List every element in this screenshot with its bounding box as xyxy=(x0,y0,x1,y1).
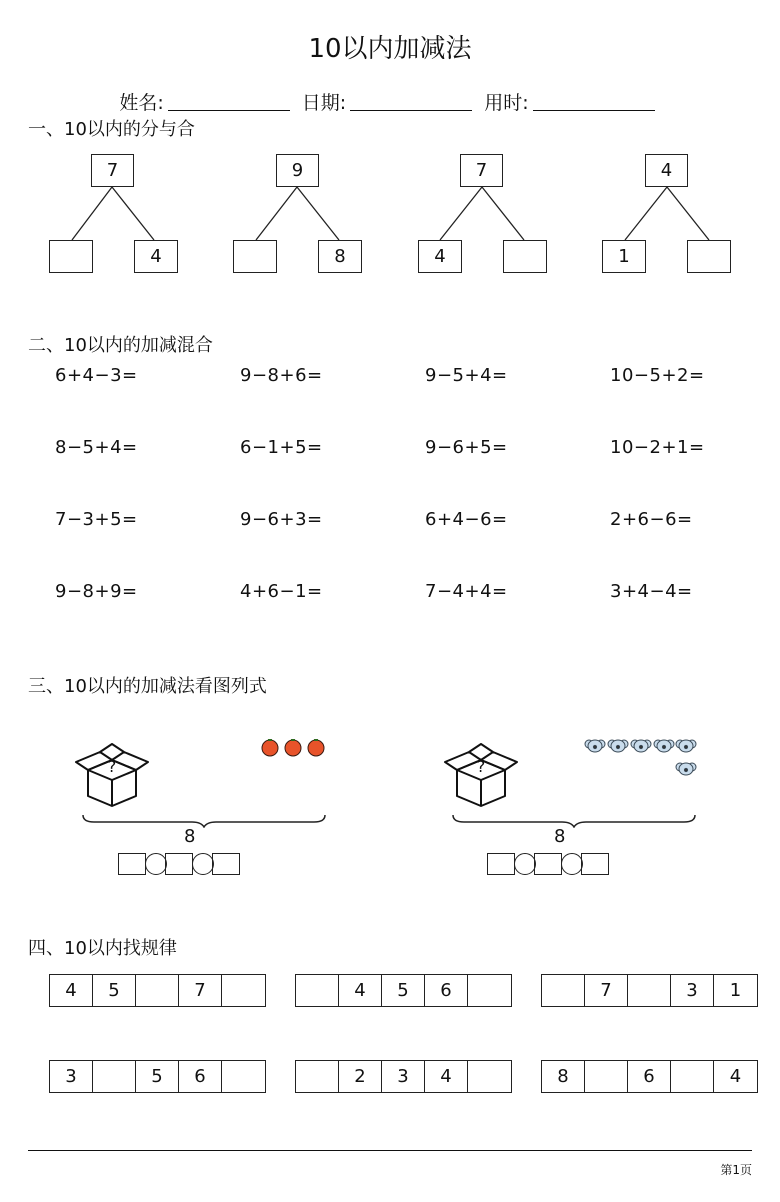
answer-box[interactable] xyxy=(534,853,562,875)
mystery-box-icon xyxy=(72,740,152,808)
sequence-strip xyxy=(49,974,266,1007)
tree-top-box: 4 xyxy=(645,154,688,187)
orange-group xyxy=(260,736,330,758)
tree-right-box: 4 xyxy=(134,240,178,273)
sequence-cell[interactable] xyxy=(542,975,585,1006)
section2-heading: 二、10以内的加减混合 xyxy=(28,335,213,356)
koala-icon xyxy=(676,763,696,775)
sequence-cell[interactable] xyxy=(468,1061,511,1092)
section1-heading: 一、10以内的分与合 xyxy=(28,119,195,140)
sequence-strip xyxy=(295,1060,512,1093)
koala-icon xyxy=(585,740,605,752)
brace xyxy=(450,812,698,828)
equation: 4+6−1= xyxy=(240,581,323,602)
sequence-cell: 6 xyxy=(425,975,468,1006)
equation: 6−1+5= xyxy=(240,437,323,458)
tree-line xyxy=(440,187,482,240)
equation: 9−6+3= xyxy=(240,509,323,530)
sequence-cell: 3 xyxy=(50,1061,93,1092)
answer-box[interactable] xyxy=(118,853,146,875)
sequence-cell: 8 xyxy=(542,1061,585,1092)
sequence-cell: 5 xyxy=(136,1061,179,1092)
tree-lines xyxy=(0,0,780,300)
tree-top-box: 7 xyxy=(91,154,134,187)
sequence-cell: 4 xyxy=(729,1066,742,1087)
tree-left-box: 4 xyxy=(418,240,462,273)
page-number: 第1页 xyxy=(720,1163,752,1177)
equation: 7−3+5= xyxy=(55,509,138,530)
page-title: 10以内加减法 xyxy=(308,34,472,64)
sequence-cell[interactable] xyxy=(93,1061,136,1092)
answer-shapes xyxy=(118,853,239,875)
equation: 9−6+5= xyxy=(425,437,508,458)
sequence-cell[interactable] xyxy=(468,975,511,1006)
equation: 2+6−6= xyxy=(610,509,693,530)
operator-circle[interactable] xyxy=(561,853,583,875)
sequence-strip xyxy=(541,974,758,1007)
sequence-cell[interactable] xyxy=(222,975,265,1006)
sequence-strip xyxy=(541,1060,758,1093)
orange-icon xyxy=(262,740,278,756)
box-question-mark: ? xyxy=(476,757,486,776)
name-label: 姓名: xyxy=(119,92,164,114)
sequence-cell[interactable] xyxy=(628,975,671,1006)
answer-box[interactable] xyxy=(165,853,193,875)
sequence-cell: 6 xyxy=(179,1061,222,1092)
tree-line xyxy=(72,187,112,240)
equation: 10−5+2= xyxy=(610,365,705,386)
sequence-cell[interactable] xyxy=(671,1061,714,1092)
sequence-cell[interactable] xyxy=(136,975,179,1006)
tree-left-box[interactable] xyxy=(49,240,93,273)
brace xyxy=(80,812,328,828)
tree-left-box: 1 xyxy=(602,240,646,273)
equation: 8−5+4= xyxy=(55,437,138,458)
sequence-cell: 7 xyxy=(585,975,628,1006)
equation: 3+4−4= xyxy=(610,581,693,602)
tree-top-box: 7 xyxy=(460,154,503,187)
tree-right-box: 8 xyxy=(318,240,362,273)
sequence-cell: 6 xyxy=(628,1061,671,1092)
sequence-cell[interactable] xyxy=(585,1061,628,1092)
sequence-cell: 1 xyxy=(729,980,742,1001)
sequence-cell: 4 xyxy=(50,975,93,1006)
sequence-cell: 4 xyxy=(339,975,382,1006)
orange-icon xyxy=(308,740,324,756)
equation: 6+4−3= xyxy=(55,365,138,386)
tree-right-box[interactable] xyxy=(503,240,547,273)
koala-icon xyxy=(608,740,628,752)
tree-line xyxy=(112,187,154,240)
answer-box[interactable] xyxy=(581,853,609,875)
sequence-cell: 7 xyxy=(179,975,222,1006)
tree-top-box: 9 xyxy=(276,154,319,187)
operator-circle[interactable] xyxy=(514,853,536,875)
section3-heading: 三、10以内的加减法看图列式 xyxy=(28,676,267,697)
operator-circle[interactable] xyxy=(145,853,167,875)
time-label: 用时: xyxy=(484,92,529,114)
section4-heading: 四、10以内找规律 xyxy=(28,938,177,959)
footer-divider xyxy=(28,1150,752,1151)
tree-line xyxy=(256,187,297,240)
sequence-cell[interactable] xyxy=(296,1061,339,1092)
total-label: 8 xyxy=(184,826,196,847)
equation: 9−5+4= xyxy=(425,365,508,386)
sequence-cell: 4 xyxy=(425,1061,468,1092)
koala-icon xyxy=(654,740,674,752)
tree-line xyxy=(482,187,524,240)
tree-line xyxy=(667,187,709,240)
sequence-cell: 3 xyxy=(671,975,714,1006)
date-label: 日期: xyxy=(301,92,347,114)
operator-circle[interactable] xyxy=(192,853,214,875)
answer-box[interactable] xyxy=(487,853,515,875)
answer-shapes xyxy=(487,853,608,875)
koala-icon xyxy=(631,740,651,752)
equation: 9−8+9= xyxy=(55,581,138,602)
orange-icon xyxy=(285,740,301,756)
koala-group xyxy=(584,736,700,780)
koala-icon xyxy=(676,740,696,752)
total-label: 8 xyxy=(554,826,566,847)
sequence-cell[interactable] xyxy=(296,975,339,1006)
equation: 9−8+6= xyxy=(240,365,323,386)
tree-line xyxy=(297,187,339,240)
equation: 7−4+4= xyxy=(425,581,508,602)
sequence-cell: 5 xyxy=(93,975,136,1006)
equation: 10−2+1= xyxy=(610,437,705,458)
equation: 6+4−6= xyxy=(425,509,508,530)
sequence-cell: 2 xyxy=(339,1061,382,1092)
sequence-strip xyxy=(49,1060,266,1093)
sequence-cell[interactable] xyxy=(222,1061,265,1092)
tree-right-box[interactable] xyxy=(687,240,731,273)
sequence-strip xyxy=(295,974,512,1007)
sequence-cell: 5 xyxy=(382,975,425,1006)
sequence-cell: 3 xyxy=(382,1061,425,1092)
tree-line xyxy=(625,187,667,240)
tree-left-box[interactable] xyxy=(233,240,277,273)
box-question-mark: ? xyxy=(107,757,117,776)
mystery-box-icon xyxy=(441,740,521,808)
answer-box[interactable] xyxy=(212,853,240,875)
